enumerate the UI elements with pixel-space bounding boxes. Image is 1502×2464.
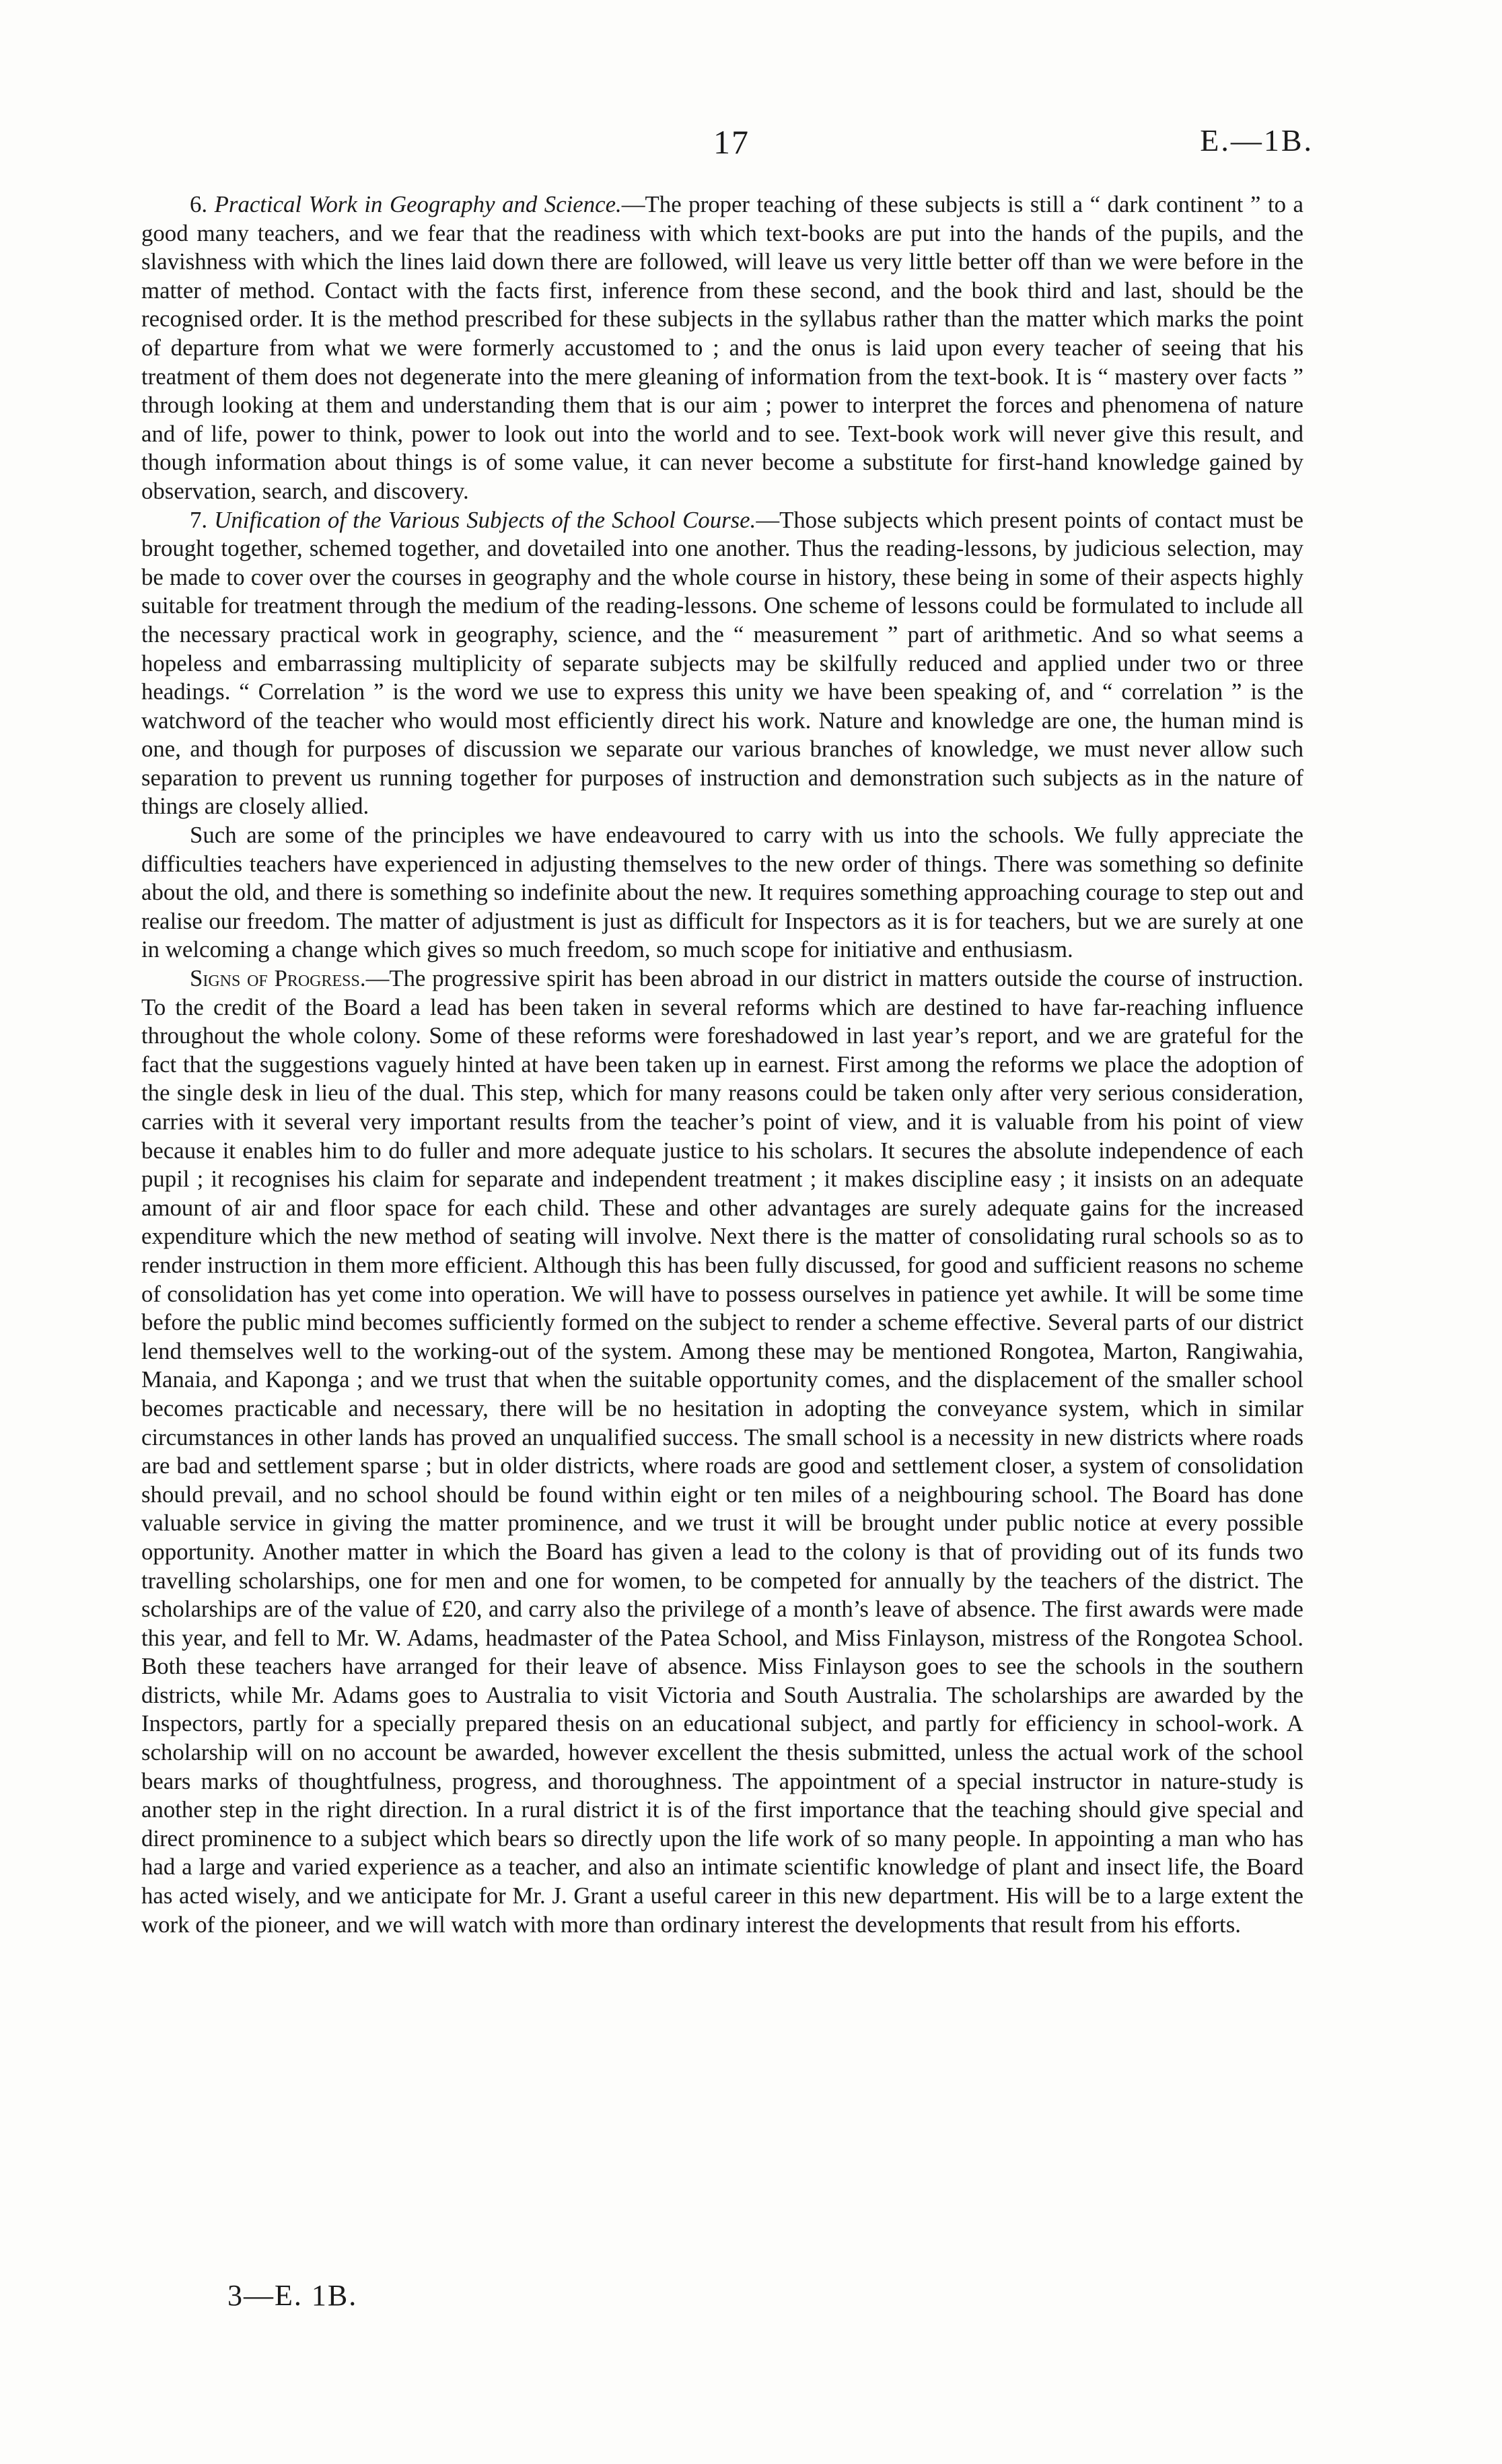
paragraph-signs-of-progress	[141, 964, 1303, 1939]
report-body	[141, 190, 1303, 1939]
paragraph-practical-work	[141, 190, 1303, 506]
section-number: 6.	[190, 191, 215, 217]
section-heading: Unification of the Various Subjects of the School Course.	[214, 506, 756, 533]
paragraph-text: —Those subjects which present points of contact must be brought together, schemed together, and dovetailed into one another. Thus the reading-lessons, by judicious selection, may be made to cover over the courses in geography and the whole course in history, these being in some of their aspects highly suitable for treatment through the medium of the reading-lessons. One scheme of lessons could be formulated to include all the necessary practical work in geography, science, and the “ measurement ” part of arithmetic. And so what seems a hopeless and embarrassing multiplicity of separate subjects may be skilfully reduced and applied under two or three headings. “ Correlation ” is the word we use to express this unity we have been speaking of, and “ correlation ” is the watchword of the teacher who would most efficiently direct his work. Nature and knowledge are one, the human mind is one, and though for purposes of discussion we separate our various branches of knowledge, we must never allow such separation to prevent us running together for purposes of instruction and demonstration such subjects as in the nature of things are closely allied.	[141, 506, 1303, 820]
footer-signature: 3—E. 1B.	[227, 2279, 358, 2312]
page-header	[0, 122, 1502, 163]
document-code: E.—1B.	[1200, 123, 1314, 157]
paragraph-principles	[141, 821, 1303, 964]
paragraph-text: —The progressive spirit has been abroad in our district in matters outside the course of instruction. To the credit of the Board a lead has been taken in several reforms which are destined to have far-reaching influence throughout the whole colony. Some of these reforms were foreshadowed in last year’s report, and we are grateful for the fact that the suggestions vaguely hinted at have been taken up in earnest. First among the reforms we place the adoption of the single desk in lieu of the dual. This step, which for many reasons could be taken only after very serious consideration, carries with it several very important results from the teacher’s point of view, and it is valuable from his point of view because it enables him to do fuller and more adequate justice to his scholars. It secures the absolute independence of each pupil ; it recognises his claim for separate and independent treatment ; it makes discipline easy ; it insists on an adequate amount of air and floor space for each child. These and other advantages are surely adequate gains for the increased expenditure which the new method of seating will involve. Next there is the matter of consolidating rural schools so as to render instruction in them more efficient. Although this has been fully discussed, for good and sufficient reasons no scheme of consolidation has yet come into operation. We will have to possess ourselves in patience yet awhile. It will be some time before the public mind becomes sufficiently formed on the subject to render a scheme effective. Several parts of our district lend themselves well to the working-out of the system. Among these may be mentioned Rongotea, Marton, Rangiwahia, Manaia, and Kaponga ; and we trust that when the suitable opportunity comes, and the displacement of the smaller school becomes practicable and necessary, there will be no hesitation in adopting the conveyance system, which in similar circumstances in other lands has proved an unqualified success. The small school is a necessity in new districts where roads are bad and settlement sparse ; but in older districts, where roads are good and settlement closer, a system of consolidation should prevail, and no school should be found within eight or ten miles of a neighbouring school. The Board has done valuable service in giving the matter prominence, and we trust it will be brought under public notice at every possible opportunity. Another matter in which the Board has given a lead to the colony is that of providing out of its funds two travelling scholarships, one for men and one for women, to be competed for annually by the teachers of the district. The scholarships are of the value of £20, and carry also the privilege of a month’s leave of absence. The first awards were made this year, and fell to Mr. W. Adams, headmaster of the Patea School, and Miss Finlayson, mistress of the Rongotea School. Both these teachers have arranged for their leave of absence. Miss Finlayson goes to see the schools in the southern districts, while Mr. Adams goes to Australia to visit Victoria and South Australia. The scholarships are awarded by the Inspectors, partly for a specially prepared thesis on an educational subject, and partly for efficiency in school-work. A scholarship will on no account be awarded, however excellent the thesis submitted, unless the actual work of the school bears marks of thoughtfulness, progress, and thoroughness. The appointment of a special instructor in nature-study is another step in the right direction. In a rural district it is of the first importance that the teaching should give special and direct prominence to a subject which bears so directly upon the life work of so many people. In appointing a man who has had a large and varied experience as a teacher, and also an intimate scientific knowledge of plant and insect life, the Board has acted wisely, and we anticipate for Mr. J. Grant a useful career in this new department. His will be to a large extent the work of the pioneer, and we will watch with more than ordinary interest the developments that result from his efforts.	[141, 965, 1303, 1938]
page-number: 17	[713, 123, 750, 161]
section-heading: Practical Work in Geography and Science.	[214, 191, 622, 217]
paragraph-text: Such are some of the principles we have endeavoured to carry with us into the schools. We fully appreciate the difficulties teachers have experienced in adjusting themselves to the new order of things. There was something so definite about the old, and there is something so indefinite about the new. It requires something approaching courage to step out and realise our freedom. The matter of adjustment is just as difficult for Inspectors as it is for teachers, but we are surely at one in welcoming a change which gives so much freedom, so much scope for initiative and enthusiasm.	[141, 822, 1303, 963]
paragraph-unification	[141, 506, 1303, 822]
paragraph-text: —The proper teaching of these subjects is still a “ dark continent ” to a good many teachers, and we fear that the readiness with which text-books are put into the hands of the pupils, and the slavishness with which the lines laid down there are followed, will leave us very little better off than we were before in the matter of method. Contact with the facts first, inference from these second, and the book third and last, should be the recognised order. It is the method prescribed for these subjects in the syllabus rather than the matter which marks the point of departure from what we were formerly accustomed to ; and the onus is laid upon every teacher of seeing that his treatment of them does not degenerate into the mere gleaning of information from the text-book. It is “ mastery over facts ” through looking at them and understanding them that is our aim ; power to interpret the forces and phenomena of nature and of life, power to think, power to look out into the world and to see. Text-book work will never give this result, and though information about things is of some value, it can never become a substitute for first-hand knowledge gained by observation, search, and discovery.	[141, 191, 1303, 504]
section-number: 7.	[190, 506, 215, 533]
section-heading: Signs of Progress.	[190, 965, 366, 992]
